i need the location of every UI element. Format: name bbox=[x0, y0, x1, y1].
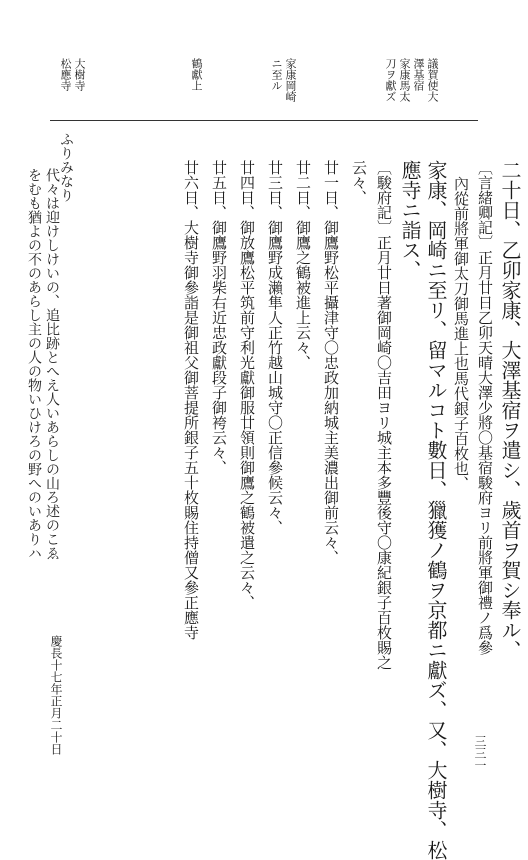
entry-heading: 應寺ニ詣ス、 bbox=[398, 160, 422, 280]
headnote: ニ至ル bbox=[270, 58, 283, 91]
text-line: 廿三日、御鷹野成瀨隼人正竹越山城守〇正信參候云々、 bbox=[266, 160, 284, 535]
entry-heading: 二十日、乙卯家康、大澤基宿ヲ遣シ、歲首ヲ賀シ奉ル、 bbox=[498, 160, 522, 660]
headnote: 家康馬太 bbox=[398, 58, 411, 102]
text-line: 廿五日、御鷹野羽柴右近忠政獻段子御袴云々、 bbox=[210, 160, 228, 475]
text-line: 廿一日、御鷹野松平攝津守〇忠政加納城主美濃出御前云々、 bbox=[322, 160, 340, 565]
poem-line: をむも猶よの不のあらし主の人の物いひけろの野へのいありハ bbox=[26, 168, 42, 560]
headnote: 松應寺 bbox=[59, 58, 72, 91]
source-citation: 〔言緒卿記〕正月廿日乙卯天晴大澤少將〇基宿駿府ヨリ前將軍御禮ノ爲參 bbox=[476, 160, 494, 655]
entry-heading: 家康、岡崎ニ至リ、留マルコト數日、獵獲ノ鶴ヲ京都ニ獻ズ、又、大樹寺、松 bbox=[424, 160, 448, 860]
headnote: 議賀使大 bbox=[426, 58, 439, 102]
header-rule bbox=[50, 120, 478, 121]
headnote: 家康岡崎 bbox=[284, 58, 297, 102]
headnote: 鶴獻上 bbox=[190, 58, 203, 91]
source-citation: 〔駿府記〕正月廿日著御岡崎〇吉田ヨリ城主本多豐後守〇康紀銀子百枚賜之 bbox=[375, 160, 393, 670]
headnote: 澤基宿 bbox=[412, 58, 425, 91]
text-line: 廿四日、御放鷹松平筑前守利光獻御服廿領則御鷹之鶴被遣之云々、 bbox=[238, 160, 256, 610]
text-line: 云々、 bbox=[350, 160, 368, 205]
poem-line: 代々は迎けしけいの、追比跡とへえ人いあらしの山ろ述のこゑ bbox=[44, 168, 60, 560]
text-line: 廿六日、大樹寺御參詣是御祖父御菩提所銀子五十枚賜住持僧又參正應寺 bbox=[182, 160, 200, 640]
headnote: 刀ヲ獻ズ bbox=[384, 58, 397, 102]
text-line: 內從前將軍御太刀御馬進上也馬代銀子百枚也、 bbox=[452, 176, 470, 491]
text-line: 廿二日、御鷹之鶴被進上云々、 bbox=[294, 160, 312, 370]
headnote: 大樹寺 bbox=[73, 58, 86, 91]
footer-date: 慶長十七年正月二十日 bbox=[49, 635, 63, 755]
poem-line: ふりみなり bbox=[58, 132, 74, 202]
page-number: 三三一 bbox=[473, 735, 487, 771]
